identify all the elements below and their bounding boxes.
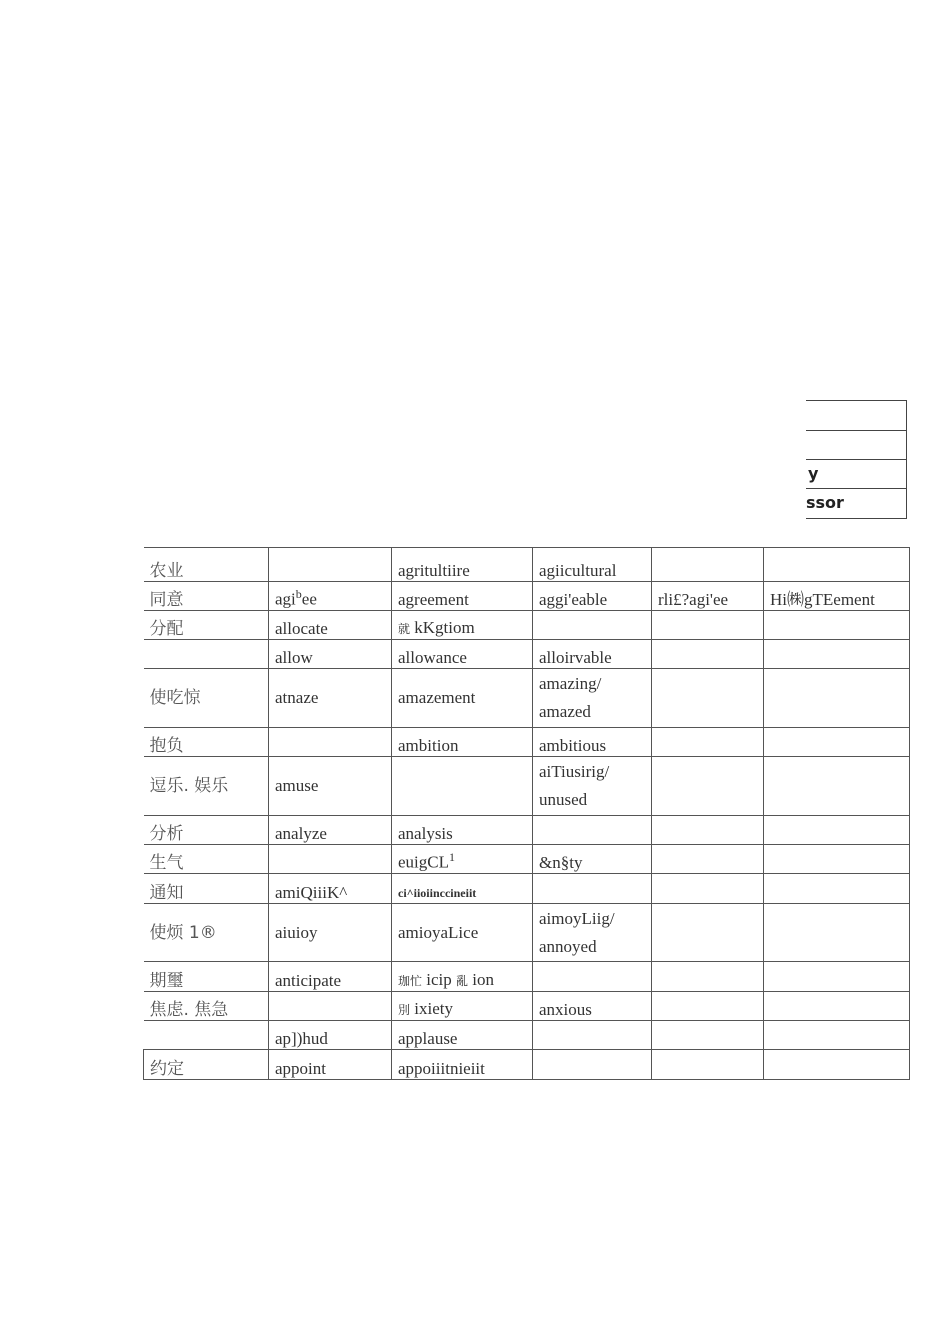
adjective-cell [533,669,652,728]
verb-cell: appoint [269,1050,392,1080]
noun-cell: amioyaLice [392,904,533,962]
extra-cell [652,1021,764,1050]
verb-cell: allow [269,640,392,669]
adjective-cell [533,1050,652,1080]
chinese-meaning-cell: 抱负 [144,728,269,757]
table-row [144,816,910,845]
noun-cell [392,611,533,640]
table-row [144,548,910,582]
extra-cell [652,548,764,582]
extra-cell [764,728,910,757]
extra-cell [652,874,764,904]
chinese-meaning-cell: 生气 [144,845,269,874]
verb-text: ee [301,590,317,609]
chinese-meaning-cell: 分析 [144,816,269,845]
chinese-meaning-cell: 同意 [144,582,269,611]
fragment-rule [806,488,906,489]
chinese-meaning-cell: 农业 [144,548,269,582]
fragment-rule [806,518,906,519]
adjective-cell: ambitious [533,728,652,757]
verb-cell [269,548,392,582]
verb-cell: analyze [269,816,392,845]
verb-cell: aiuioy [269,904,392,962]
extra-cell [764,548,910,582]
table-row [144,1050,910,1080]
extra-cell [652,904,764,962]
verb-text: agi [275,590,296,609]
noun-cell: agritultiire [392,548,533,582]
adjective-line: amazed [539,702,591,721]
fragment-text: ssor [806,493,844,512]
noun-text: ci^iioiinccineiit [398,886,477,900]
partial-table-fragment [806,400,910,519]
chinese-meaning-cell: 逗乐. 娱乐 [144,757,269,816]
fragment-rule [806,459,906,460]
noun-text: euigCL [398,853,449,872]
adjective-cell: alloirvable [533,640,652,669]
chinese-meaning-cell: 使烦 1® [144,904,269,962]
table-row [144,874,910,904]
table-row [144,728,910,757]
extra-cell [764,640,910,669]
extra-cell [652,640,764,669]
verb-cell: amuse [269,757,392,816]
verb-cell: ap])hud [269,1021,392,1050]
adjective-cell: anxious [533,992,652,1021]
extra-cell: rli£?agi'ee [652,582,764,611]
extra-cell: Hi㈱gTEement [764,582,910,611]
noun-cell: agreement [392,582,533,611]
table-row [144,962,910,992]
noun-cell [392,757,533,816]
adjective-cell: agiicultural [533,548,652,582]
chinese-meaning-cell: 约定 [144,1050,269,1080]
verb-cell: allocate [269,611,392,640]
adjective-cell [533,611,652,640]
noun-text: kKgtiom [414,618,475,637]
extra-cell [764,757,910,816]
adjective-cell [533,1021,652,1050]
verb-cell: atnaze [269,669,392,728]
extra-cell [764,669,910,728]
noun-cell [392,874,533,904]
extra-cell [764,904,910,962]
noun-prefix-glyph: 別 [398,1003,411,1017]
noun-prefix-glyph: 就 [398,622,411,636]
adjective-cell [533,962,652,992]
verb-cell: anticipate [269,962,392,992]
noun-text: ixiety [414,999,453,1018]
table-row [144,757,910,816]
adjective-line: aimoyLiig/ [539,908,615,928]
extra-cell [764,845,910,874]
adjective-line: aiTiusirig/ [539,762,610,781]
noun-text: ion [472,970,495,989]
adjective-cell [533,757,652,816]
verb-superscript: b [295,587,302,602]
adjective-cell [533,874,652,904]
noun-cell: amazement [392,669,533,728]
chinese-meaning-cell: 分配 [144,611,269,640]
noun-cell [392,845,533,874]
extra-cell [764,816,910,845]
adjective-cell: aggi'eable [533,582,652,611]
table-row [144,845,910,874]
noun-cell [392,962,533,992]
noun-text: icip [426,970,452,989]
extra-cell [764,992,910,1021]
table-row [144,992,910,1021]
table-row [144,1021,910,1050]
extra-cell [652,845,764,874]
adjective-line: unused [539,790,588,809]
verb-cell [269,582,392,611]
extra-cell [652,816,764,845]
fragment-text: y [808,464,819,483]
noun-superscript: 1 [449,850,455,865]
noun-cell: ambition [392,728,533,757]
noun-cell: appoiiitnieiit [392,1050,533,1080]
extra-cell [652,669,764,728]
adjective-cell: &n§ty [533,845,652,874]
table-row [144,582,910,611]
verb-cell: amiQiiiK^ [269,874,392,904]
table-row [144,611,910,640]
extra-cell [652,757,764,816]
chinese-meaning-cell: 使吃惊 [144,669,269,728]
noun-cell: analysis [392,816,533,845]
fragment-border [906,400,907,519]
extra-cell [764,1021,910,1050]
word-forms-table [143,547,910,1080]
extra-cell [764,874,910,904]
extra-cell [764,962,910,992]
table-row [144,669,910,728]
noun-prefix-glyph: 珈忙 [398,974,423,988]
verb-cell [269,992,392,1021]
noun-cell: applause [392,1021,533,1050]
noun-infix-glyph: 亂 [456,974,469,988]
extra-cell [652,962,764,992]
extra-cell [652,1050,764,1080]
chinese-meaning-cell: 焦虑. 焦急 [144,992,269,1021]
adjective-cell [533,904,652,962]
extra-cell [764,611,910,640]
adjective-cell [533,816,652,845]
table-row [144,640,910,669]
chinese-meaning-cell: 通知 [144,874,269,904]
adjective-line: annoyed [539,936,597,956]
extra-cell [652,611,764,640]
extra-cell [652,728,764,757]
extra-cell [652,992,764,1021]
noun-cell: allowance [392,640,533,669]
verb-cell [269,728,392,757]
chinese-meaning-cell [144,1021,269,1050]
table-row [144,904,910,962]
fragment-rule [806,400,906,401]
chinese-meaning-cell: 期璽 [144,962,269,992]
chinese-meaning-cell [144,640,269,669]
fragment-rule [806,430,906,431]
noun-cell [392,992,533,1021]
adjective-line: amazing/ [539,674,602,693]
extra-cell [764,1050,910,1080]
verb-cell [269,845,392,874]
